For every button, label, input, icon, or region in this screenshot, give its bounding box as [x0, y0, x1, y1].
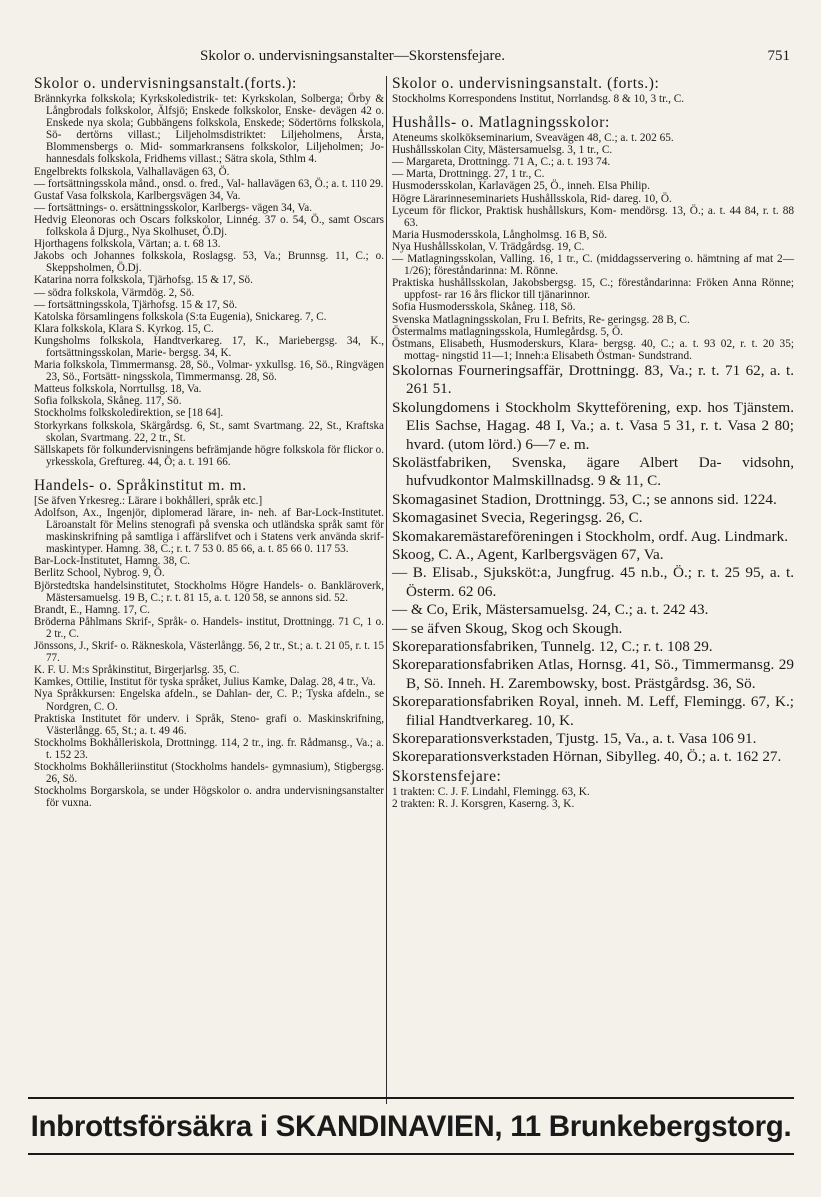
directory-entry: Sällskapets för folkundervisningens befrämjande högre folkskola för flickor o. yrkesskola, Greftureg. 44, Ö; a. t. 191 66. — [34, 443, 384, 468]
directory-entry: Katolska församlingens folkskola (S:ta Eugenia), Snickareg. 7, C. — [34, 310, 327, 323]
directory-entry: Matteus folkskola, Norrtullsg. 18, Va. — [34, 383, 202, 396]
directory-entry: Skolungdomens i Stockholm Skytteförening, exp. hos Tjänstem. Elis Sachse, Hagag. 48 I, Va.; a. t. Vasa 5 31, r. t. Vasa 2 80; hvard. (utom lörd.) 6—7 e. m. — [392, 398, 794, 453]
directory-entry: Praktiska Institutet för underv. i Språk, Steno- grafi o. Maskinskrifning, Västerlångg. 65, St.; a. t. 49 46. — [34, 712, 384, 737]
directory-entry: — södra folkskola, Värmdög. 2, Sö. — [34, 286, 195, 299]
spacer — [34, 468, 384, 476]
directory-entry: Praktiska hushållsskolan, Jakobsbergsg. 15, C.; föreståndarinna: Fröken Anna Rönne; uppfost- rar 16 års flickor till tjänarinnor. — [392, 277, 794, 302]
directory-entry: Berlitz School, Nybrog. 9, Ö. — [34, 567, 165, 580]
spacer — [392, 105, 794, 113]
directory-entry: Skomagasinet Svecia, Regeringsg. 26, C. — [392, 509, 643, 527]
directory-entry: Skoreparationsverkstaden Hörnan, Sibylleg. 40, Ö.; a. t. 162 27. — [392, 748, 782, 766]
directory-entry: K. F. U. M:s Språkinstitut, Birgerjarlsg. 35, C. — [34, 664, 240, 677]
directory-entry: Brandt, E., Hamng. 17, C. — [34, 603, 150, 616]
directory-entry: Klara folkskola, Klara S. Kyrkog. 15, C. — [34, 322, 214, 335]
directory-entry: Stockholms Korrespondens Institut, Norrlandsg. 8 & 10, 3 tr., C. — [392, 93, 685, 105]
directory-entry: Kungsholms folkskola, Handtverkareg. 17, K., Mariebergsg. 34, K., fortsättningsskolan, Marie- bergsg. 34, K. — [34, 334, 384, 359]
directory-entry: Adolfson, Ax., Ingenjör, diplomerad lärare, in- neh. af Bar-Lock-Institutet. Läroanstalt för Melins stenografi på svenska och utländska språk samt för maskinskrifning på samtliga i affärslifvet och i Statens verk använda skrif- maskintyper. Hamng. 38, C.; r. t. 7 53 0. 85 66, a. t. 85 66 0. 117 53. — [34, 507, 384, 556]
directory-entry: Hushållsskolan City, Mästersamuelsg. 3, 1 tr., C. — [392, 144, 613, 157]
directory-entry: — fortsättningsskola månd., onsd. o. fred., Val- hallavägen 63, Ö.; a. t. 110 29. — [34, 177, 384, 190]
directory-entry: Husmodersskolan, Karlavägen 25, Ö., inneh. Elsa Philip. — [392, 180, 650, 193]
directory-entry: Östermalms matlagningsskola, Humlegårdsg. 5, Ö. — [392, 325, 623, 338]
column-divider — [386, 76, 387, 1104]
page-number: 751 — [767, 48, 790, 64]
left-entries-institutes — [34, 495, 384, 809]
directory-entry: — fortsättningsskola, Tjärhofsg. 15 & 17, Sö. — [34, 298, 238, 311]
household-schools-title: Hushålls- o. Matlagningsskolor: — [392, 114, 610, 132]
directory-entry: Hjorthagens folkskola, Värtan; a. t. 68 13. — [34, 238, 221, 251]
directory-entry: Stockholms folkskoledirektion, se [18 64]. — [34, 407, 224, 420]
right-entries-chimney — [392, 786, 794, 810]
directory-entry: — Marta, Drottningg. 27, 1 tr., C. — [392, 168, 545, 181]
directory-entry: Ateneums skolkökseminarium, Sveavägen 48, C.; a. t. 202 65. — [392, 132, 674, 145]
directory-entry: — Matlagningsskolan, Valling. 16, 1 tr., C. (middagsservering o. hämtning af mat 2—1/26); föreståndarinna: M. Rönne. — [392, 253, 794, 278]
directory-entry: Stockholms Bokhålleriskola, Drottningg. 114, 2 tr., ing. fr. Rådmansg., Va.; a. t. 152 23. — [34, 736, 384, 761]
directory-entry: Skolästfabriken, Svenska, ägare Albert Da- vidsohn, hufvudkontor Malmskillnadsg. 9 & 11, C. — [392, 453, 794, 490]
directory-entry: Maria folkskola, Timmermansg. 28, Sö., Volmar- yxkullsg. 16, Sö., Ringvägen 23, Sö., Fortsätt- ningsskola, Timmermansg. 28, Sö. — [34, 359, 384, 384]
left-section-title: Skolor o. undervisningsanstalt.(forts.): — [34, 75, 297, 92]
directory-entry: Gustaf Vasa folkskola, Karlbergsvägen 34, Va. — [34, 189, 241, 202]
directory-entry: — & Co, Erik, Mästersamuelsg. 24, C.; a. t. 242 43. — [392, 601, 709, 619]
right-entries-correspondence — [392, 93, 794, 105]
footer-rule-bottom — [28, 1153, 794, 1155]
directory-entry: Skomagasinet Stadion, Drottningg. 53, C.; se annons sid. 1224. — [392, 490, 777, 508]
directory-entry: Engelbrekts folkskola, Valhallavägen 63, Ö. — [34, 165, 230, 178]
directory-entry: Skoog, C. A., Agent, Karlbergsvägen 67, Va. — [392, 545, 664, 563]
directory-entry: Stockholms Borgarskola, se under Högskolor o. andra undervisningsanstalter för vuxna. — [34, 785, 384, 810]
directory-entry: Skoreparationsfabriken, Tunnelg. 12, C.; r. t. 108 29. — [392, 637, 713, 655]
directory-entry: — Margareta, Drottningg. 71 A, C.; a. t. 193 74. — [392, 156, 611, 169]
directory-entry: Katarina norra folkskola, Tjärhofsg. 15 & 17, Sö. — [34, 274, 253, 287]
running-title: Skolor o. undervisningsanstalter—Skorstensfejare. — [200, 48, 505, 64]
directory-entry: 1 trakten: C. J. F. Lindahl, Flemingg. 63, K. — [392, 785, 590, 798]
directory-entry: Sofia Husmodersskola, Skåneg. 118, Sö. — [392, 301, 576, 314]
directory-entry: Skoreparationsfabriken Royal, inneh. M. Leff, Flemingg. 67, K.; filial Handtverkareg. 10, K. — [392, 693, 794, 729]
left-entries-schools — [34, 93, 384, 468]
directory-entry: Lyceum för flickor, Praktisk hushållskurs, Kom- mendörsg. 13, Ö.; a. t. 44 84, r. t. 88 63. — [392, 204, 794, 229]
directory-entry: [Se äfven Yrkesreg.: Lärare i bokhålleri, språk etc.] — [34, 494, 263, 507]
footer-rule-top — [28, 1097, 794, 1099]
directory-entry: Brännkyrka folkskola; Kyrkskoledistrik- tet: Kyrkskolan, Solberga; Örby & Långbrodals folkskolor, Älfsjö; Enskede folkskolor, Enske- devägen 42 o. Enskede nya skola; Gubbängens folkskola, Enskede; Södertörns folkskola, Sö- dertörns villast.; Liljeholmsdistriktet: Liljeholmens, Årsta, Blommensbergs o. Mid- sommarkransens folkskolor, Liljeholmen; Jo- hannesdals folkskola, Fridhems villast.; Sätra skola, Sthlm 4. — [34, 93, 384, 166]
footer-advertisement: Inbrottsförsäkra i SKANDINAVIEN, 11 Brunkebergstorg. — [30, 1110, 792, 1143]
directory-entry: Skomakaremästareföreningen i Stockholm, ordf. Aug. Lindmark. — [392, 527, 789, 545]
directory-entry: Nya Hushållsskolan, V. Trädgårdsg. 19, C. — [392, 240, 585, 253]
directory-entry: Svenska Matlagningsskolan, Fru I. Befrits, Re- geringsg. 28 B, C. — [392, 313, 690, 326]
directory-entry: 2 trakten: R. J. Korsgren, Kaserng. 3, K. — [392, 797, 575, 810]
directory-entry: Storkyrkans folkskola, Skärgårdsg. 6, St., samt Svartmang. 22, St., Kraftska skolan, Svartmang. 22, 2 tr., St. — [34, 419, 384, 444]
running-header — [30, 48, 790, 70]
directory-entry: Björstedtska handelsinstitutet, Stockholms Högre Handels- o. Bankläroverk, Mästersamuelsg. 19 B, C.; r. t. 81 15, a. t. 120 58, se annons sid. 52. — [34, 579, 384, 604]
directory-entry: — se äfven Skoug, Skog och Skough. — [392, 619, 623, 637]
left-column — [34, 74, 384, 809]
directory-entry: Maria Husmodersskola, Långholmsg. 16 B, Sö. — [392, 228, 607, 241]
directory-entry: Skoreparationsverkstaden, Tjustg. 15, Va., a. t. Vasa 106 91. — [392, 730, 757, 747]
directory-entry: Jakobs och Johannes folkskola, Roslagsg. 53, Va.; Brunnsg. 11, C.; o. Skeppsholmen, Ö.Dj. — [34, 250, 384, 275]
directory-entry: — fortsättnings- o. ersättningsskolor, Karlbergs- vägen 34, Va. — [34, 201, 312, 214]
directory-entry: Nya Språkkursen: Engelska afdeln., se Dahlan- der, C. P.; Tyska afdeln., se Nordgren, C. O. — [34, 688, 384, 713]
directory-entry: Hedvig Eleonoras och Oscars folkskolor, Linnég. 37 o. 54, Ö., samt Oscars folkskola å Djurg., Nya Skolhuset, Ö.Dj. — [34, 213, 384, 239]
directory-entry: Sofia folkskola, Skåneg. 117, Sö. — [34, 395, 182, 408]
directory-entry: Skoreparationsfabriken Atlas, Hornsg. 41, Sö., Timmermansg. 29 B, Sö. Inneh. H. Zarembowsky, bost. Prästgårdsg. 36, Sö. — [392, 656, 794, 692]
directory-entry: Bröderna Påhlmans Skrif-, Språk- o. Handels- institut, Drottningg. 71 C, 1 o. 2 tr., C. — [34, 615, 384, 640]
directory-entry: Jönssons, J., Skrif- o. Räkneskola, Västerlångg. 56, 2 tr., St.; a. t. 21 05, r. t. 15 77. — [34, 640, 384, 665]
right-column — [392, 74, 794, 810]
right-entries-shoe — [392, 362, 794, 767]
right-entries-household — [392, 132, 794, 362]
directory-entry: Högre Lärarinneseminariets Hushållsskola, Rid- dareg. 10, Ö. — [392, 192, 672, 205]
directory-entry: Stockholms Bokhålleriinstitut (Stockholms handels- gymnasium), Stigbergsg. 26, Sö. — [34, 760, 384, 786]
directory-entry: Skolornas Fourneringsaffär, Drottningg. 83, Va.; r. t. 71 62, a. t. 261 51. — [392, 361, 794, 398]
language-institutes-title: Handels- o. Språkinstitut m. m. — [34, 476, 247, 494]
directory-entry: — B. Elisab., Sjuksköt:a, Jungfrug. 45 n.b., Ö.; r. t. 25 95, a. t. Österm. 62 06. — [392, 564, 794, 600]
directory-entry: Bar-Lock-Institutet, Hamng. 38, C. — [34, 555, 190, 568]
directory-entry: Östmans, Elisabeth, Husmoderskurs, Klara- bergsg. 40, C.; a. t. 93 02, r. t. 20 35; mottag- ningstid 11—1; Inneh:a Elisabeth Östman- Sundstrand. — [392, 337, 794, 362]
right-section-title: Skolor o. undervisningsanstalt. (forts.): — [392, 75, 660, 92]
directory-entry: Kamkes, Ottilie, Institut för tyska språket, Julius Kamke, Dalag. 28, 4 tr., Va. — [34, 676, 376, 689]
chimney-sweeps-title: Skorstensfejare: — [392, 767, 502, 785]
